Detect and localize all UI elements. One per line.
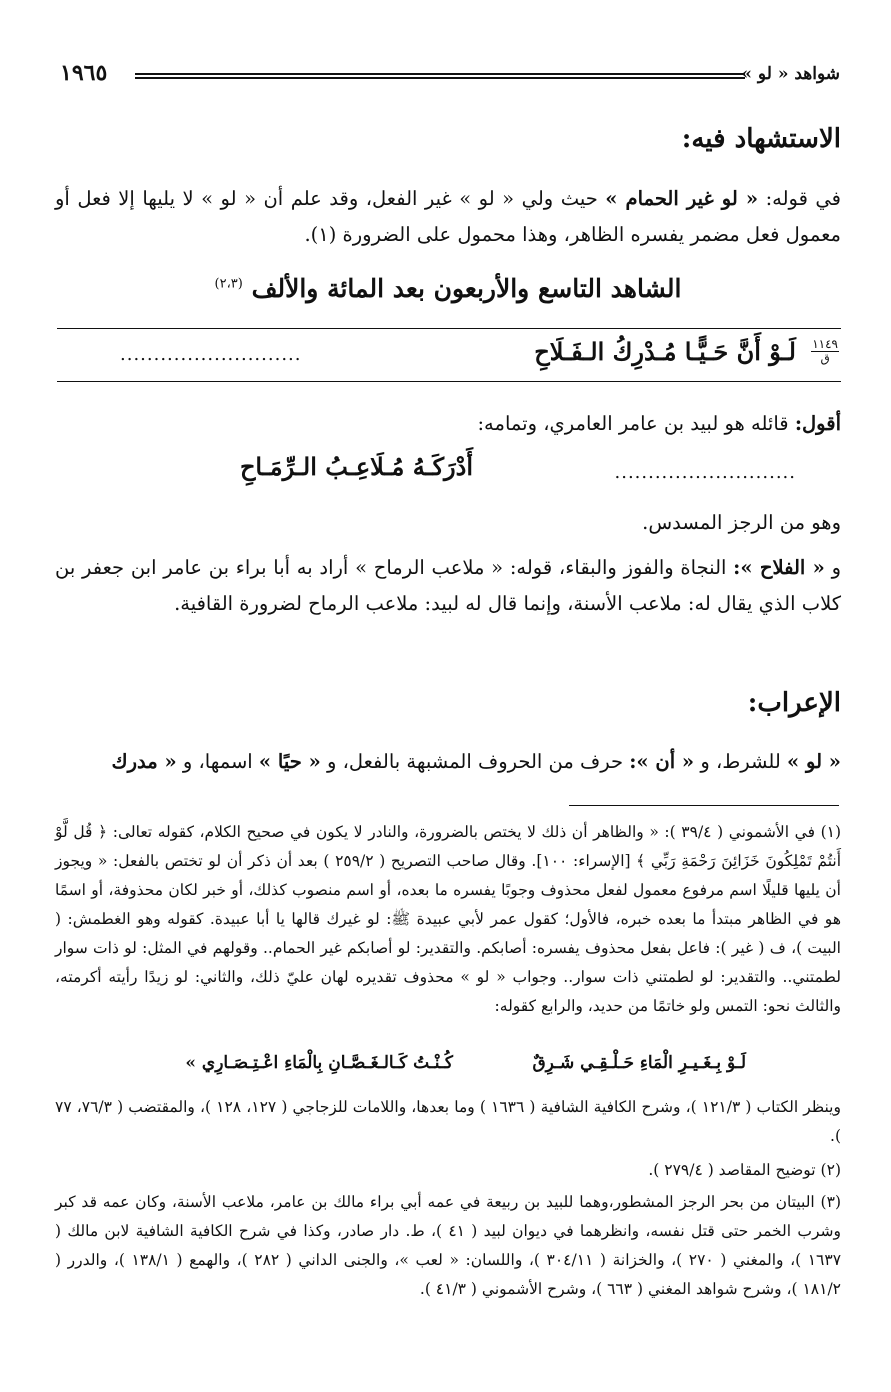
- aqul-label: أقول:: [794, 412, 841, 435]
- footnote-separator: [569, 805, 839, 806]
- falah-term: « الفلاح »:: [733, 556, 825, 579]
- irab-heading: الإعراب:: [747, 688, 841, 718]
- aqul-text: قائله هو لبيد بن عامر العامري، وتمامه:: [477, 412, 795, 435]
- footnote-1-tail: وينظر الكتاب ( ١٢١/٣ )، وشرح الكافية الشافية ( ١٦٣٦ ) وما بعدها، واللامات للزجاجي ( ١٢٧، ١٢٨ )، والمقتضب ( ٧٦/٣، ٧٧ ).: [55, 1098, 841, 1145]
- running-title: شواهد « لو »: [741, 64, 840, 84]
- page-number: ١٩٦٥: [60, 60, 108, 86]
- shahid-footnote-ref: (٢،٣): [214, 276, 243, 292]
- footnote-verse-right: لَـوْ بِـغَـيـرِ الْمَاءِ حَـلْـقِـي شَـرِقٌ: [532, 1053, 746, 1073]
- shahid-title: [55, 274, 841, 303]
- footnote-3: (٣) البيتان من بحر الرجز المشطور،وهما للبيد بن ربيعة في عمه أبي براء مالك بن عامر، ملاعب الأسنة، وكان عمه قد كبر وشرب الخمر حتى قتل نفسه، وانظرهما في ديوان لبيد ( ٤١ )، ط. دار صادر، وكذا في شرح الكافية الشافية لابن مالك ( ١٦٣٧ )، والمغني ( ٢٧٠ )، والخزانة ( ٣٠٤/١١ )، واللسان: « لعب »، والجنى الداني ( ٢٨٢ )، والهمع ( ١٣٨/١ )، والدرر ( ١٨١/٢ )، وشرح شواهد المغني ( ٦٦٣ )، وشرح الأشموني ( ٤١/٣ ).: [55, 1193, 842, 1298]
- istishhad-paragraph: [55, 181, 841, 253]
- footnote-1: (١) في الأشموني ( ٣٩/٤ ): « والظاهر أن ذلك لا يختص بالضرورة، والنادر لا يكون في صحيح الكلام، كقوله تعالى: ﴿ قُل لَّوْ أَنتُمْ تَمْلِكُونَ خَزَائِنَ رَحْمَةِ رَبِّي ﴾ [الإسراء: ١٠٠]. وقال صاحب التصريح ( ٢٥٩/٢ ) بعد أن ذكر أن لو تختص بالفعل: « ويجوز أن يليها قليلًا اسم مرفوع معمول لفعل محذوف وجوبًا يفسره ما بعده، أو اسم منصوب كذلك، أو خبر لكان محذوفة، أو اسمًا هو في الظاهر مبتدأ ما بعده خبره، فالأول؛ كقول عمر لأبي عبيدة ﷺ: لو غيرك قالها يا أبا عبيدة. كقوله وهو الغطمش: ( البيت )، ف ( غير ): فاعل بفعل محذوف يفسره: أصابكم. والتقدير: لو أصابكم غير الحمام.. وقولهم في المثل: لو ذات سوار لطمتني.. والتقدير: لو لطمتني ذات سوار.. وجواب « لو » محذوف تقديره لهان عليّ ذلك، والثاني: لو زيدًا رأيته أكرمته، والثالث نحو: التمس ولو خاتمًا من حديد، والرابع كقوله:: [55, 823, 842, 1015]
- istishhad-lead: في قوله:: [758, 187, 841, 210]
- verse-bottom-rule: [57, 381, 841, 382]
- falah-text: النجاة والفوز والبقاء، قوله: « ملاعب الرماح » أراد به أبا براء بن عامر ابن جعفر بن كلاب الذي يقال له: ملاعب الأسنة، وإنما قال له لبيد: ملاعب الرماح لضرورة القافية.: [55, 556, 841, 615]
- verse-letter: ق: [820, 351, 830, 365]
- tamam-verse: أَدْرَكَـهُ مُـلَاعِـبُ الـرِّمَـاحِ: [239, 452, 473, 481]
- verse-number-value: ١١٤٩: [812, 337, 838, 351]
- verse-first-hemistich: لَـوْ أَنَّ حَـيًّـا مُـدْرِكُ الـفَـلَاحِ: [534, 337, 796, 366]
- irab-paragraph: [55, 744, 841, 780]
- irab-term-law: « لو »: [787, 750, 841, 773]
- aqul-line: [55, 406, 841, 442]
- footnote-2: (٢) توضيح المقاصد ( ٢٧٩/٤ ).: [648, 1161, 841, 1179]
- irab-text-3: اسمها، و: [176, 750, 259, 773]
- footnote-verse-left: كُـنْـتُ كَـالـغَـصَّـانِ بِالْمَاءِ اعْـتِـصَـارِي »: [185, 1053, 453, 1073]
- irab-term-anna: « أن »:: [629, 750, 695, 773]
- shahid-title-text: الشاهد التاسع والأربعون بعد المائة والألف: [251, 274, 682, 303]
- falah-lead: و: [824, 556, 841, 579]
- tamam-dots: ...........................: [614, 462, 796, 483]
- istishhad-quote: « لو غير الحمام »: [605, 187, 759, 210]
- irab-text-2: حرف من الحروف المشبهة بالفعل، و: [320, 750, 630, 773]
- header-double-rule: [135, 73, 745, 79]
- irab-text-1: للشرط، و: [694, 750, 788, 773]
- verse-dots: ...........................: [120, 344, 302, 365]
- rajaz-line: وهو من الرجز المسدس.: [642, 511, 841, 534]
- page-header: [60, 62, 840, 88]
- irab-term-hayyan: « حيًا »: [258, 750, 321, 773]
- falah-paragraph: [55, 550, 841, 622]
- verse-number: [811, 338, 839, 365]
- istishhad-heading: الاستشهاد فيه:: [681, 124, 841, 154]
- istishhad-rest: حيث ولي « لو » غير الفعل، وقد علم أن « لو » لا يليها إلا فعل أو معمول فعل مضمر يفسره الظاهر، وهذا محمول على الضرورة (١).: [55, 187, 841, 246]
- irab-term-mudrik: « مدرك: [111, 750, 177, 773]
- verse-top-rule: [57, 328, 841, 329]
